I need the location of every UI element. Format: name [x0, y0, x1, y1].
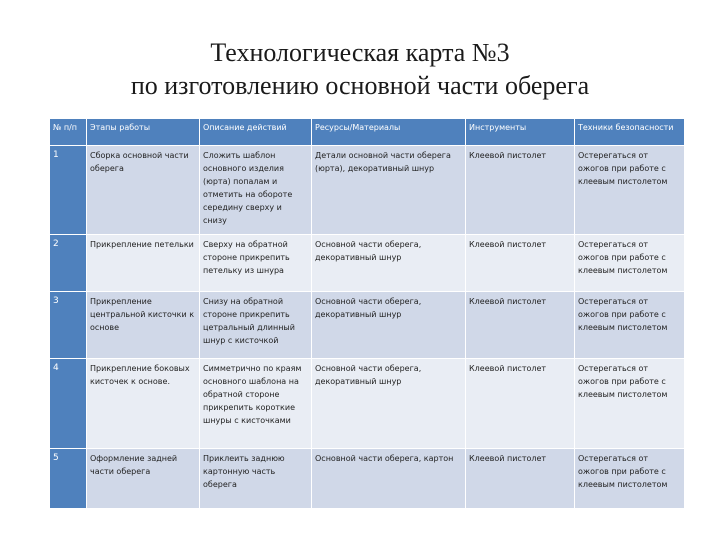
cell-tools: Клеевой пистолет	[466, 146, 575, 235]
cell-num: 1	[50, 146, 87, 235]
cell-tools: Клеевой пистолет	[466, 449, 575, 509]
cell-resources: Основной части оберега, декоративный шнур	[312, 359, 466, 449]
table-row	[50, 235, 685, 292]
cell-num: 2	[50, 235, 87, 292]
cell-safety: Остерегаться от ожогов при работе с клеевым пистолетом	[575, 235, 685, 292]
title-line-2: по изготовлению основной части оберега	[130, 71, 590, 100]
header-tools: Инструменты	[466, 119, 575, 146]
title-line-1: Технологическая карта №3	[210, 38, 510, 67]
table-row	[50, 146, 685, 235]
header-safety: Техники безопасности	[575, 119, 685, 146]
cell-tools: Клеевой пистолет	[466, 235, 575, 292]
table-row	[50, 292, 685, 359]
technology-map-table	[49, 118, 685, 509]
cell-resources: Детали основной части оберега (юрта), декоративный шнур	[312, 146, 466, 235]
cell-resources: Основной части оберега, декоративный шнур	[312, 235, 466, 292]
cell-description: Сверху на обратной стороне прикрепить петельку из шнура	[200, 235, 312, 292]
cell-safety: Остерегаться от ожогов при работе с клеевым пистолетом	[575, 292, 685, 359]
cell-num: 4	[50, 359, 87, 449]
cell-description: Приклеить заднюю картонную часть оберега	[200, 449, 312, 509]
cell-resources: Основной части оберега, декоративный шнур	[312, 292, 466, 359]
cell-stage: Сборка основной части оберега	[87, 146, 200, 235]
cell-description: Сложить шаблон основного изделия (юрта) попалам и отметить на обороте середину сверху и снизу	[200, 146, 312, 235]
cell-safety: Остерегаться от ожогов при работе с клеевым пистолетом	[575, 146, 685, 235]
header-resources: Ресурсы/Материалы	[312, 119, 466, 146]
cell-tools: Клеевой пистолет	[466, 292, 575, 359]
cell-description: Снизу на обратной стороне прикрепить цетральный длинный шнур с кисточкой	[200, 292, 312, 359]
cell-stage: Прикрепление центральной кисточки к основе	[87, 292, 200, 359]
header-num: № п/п	[50, 119, 87, 146]
cell-num: 5	[50, 449, 87, 509]
cell-stage: Оформление задней части оберега	[87, 449, 200, 509]
table-row	[50, 359, 685, 449]
cell-description: Симметрично по краям основного шаблона на обратной стороне прикрепить короткие шнуры с кисточками	[200, 359, 312, 449]
cell-resources: Основной части оберега, картон	[312, 449, 466, 509]
cell-tools: Клеевой пистолет	[466, 359, 575, 449]
cell-stage: Прикрепление боковых кисточек к основе.	[87, 359, 200, 449]
header-description: Описание действий	[200, 119, 312, 146]
cell-num: 3	[50, 292, 87, 359]
cell-stage: Прикрепление петельки	[87, 235, 200, 292]
table-row	[50, 449, 685, 509]
page-title	[0, 36, 720, 102]
table-header-row	[50, 119, 685, 146]
cell-safety: Остерегаться от ожогов при работе с клеевым пистолетом	[575, 359, 685, 449]
header-stage: Этапы работы	[87, 119, 200, 146]
cell-safety: Остерегаться от ожогов при работе с клеевым пистолетом	[575, 449, 685, 509]
